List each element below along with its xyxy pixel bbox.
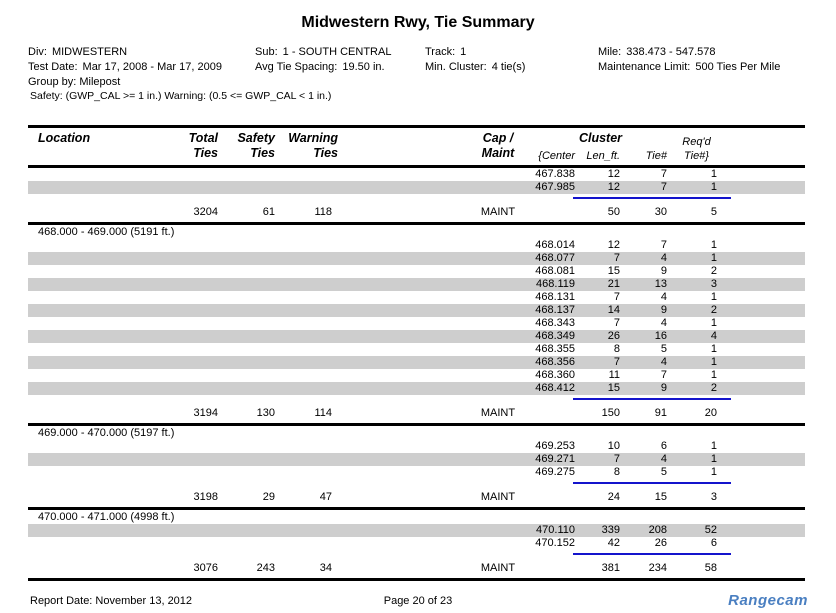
col-header-reqd-line1: Req'd xyxy=(682,136,711,148)
info-tie-spacing-value: 19.50 in. xyxy=(342,61,385,73)
subtotal-cluster-reqd-tie-count: 20 xyxy=(704,407,717,419)
col-header-warning-line1: Warning xyxy=(288,131,338,145)
info-mile-label: Mile: xyxy=(598,46,622,58)
cell-cluster-reqd-tie-count: 1 xyxy=(710,317,717,329)
cell-cluster-tie-count: 7 xyxy=(660,369,667,381)
cell-cluster-reqd-tie-count: 1 xyxy=(710,343,717,355)
cell-cluster-len-ft: 7 xyxy=(613,453,620,465)
col-header-total-line2: Ties xyxy=(193,146,218,160)
cluster-subtotal-rule xyxy=(573,553,731,555)
subtotal-warning-ties: 34 xyxy=(319,562,332,574)
info-maint-limit-value: 500 Ties Per Mile xyxy=(695,61,781,73)
cell-cluster-len-ft: 21 xyxy=(607,278,620,290)
subtotal-cluster-tie-count: 91 xyxy=(654,407,667,419)
cell-cluster-len-ft: 7 xyxy=(613,356,620,368)
report-title: Midwestern Rwy, Tie Summary xyxy=(301,14,535,31)
cell-cluster-reqd-tie-count: 2 xyxy=(710,304,717,316)
cluster-subtotal-rule xyxy=(573,197,731,199)
section-subtotal-row xyxy=(28,486,805,507)
info-row-1 xyxy=(28,46,818,61)
cluster-data-row xyxy=(28,304,805,317)
col-header-tie-count: Tie# xyxy=(645,150,667,162)
col-header-warning-ties xyxy=(272,131,338,161)
col-header-cap-line1: Cap / xyxy=(482,131,514,145)
section-header-row xyxy=(28,510,805,524)
section-subtotal-row xyxy=(28,402,805,423)
col-header-len-ft: Len_ft. xyxy=(586,150,620,162)
info-tie-spacing xyxy=(255,61,385,73)
col-header-safety-ties xyxy=(225,131,275,161)
col-header-total-line1: Total xyxy=(188,131,218,145)
subtotal-cluster-tie-count: 234 xyxy=(648,562,667,574)
info-maint-limit-label: Maintenance Limit: xyxy=(598,61,691,73)
info-div-value: MIDWESTERN xyxy=(51,46,128,58)
subtotal-total-ties: 3204 xyxy=(193,206,218,218)
cell-cluster-reqd-tie-count: 6 xyxy=(710,537,717,549)
info-tie-spacing-label: Avg Tie Spacing: xyxy=(255,61,338,73)
cell-cluster-center: 470.152 xyxy=(535,537,575,549)
subtotal-cap-maint: MAINT xyxy=(480,491,516,503)
report-footer xyxy=(0,592,836,612)
cluster-data-row xyxy=(28,252,805,265)
cell-cluster-len-ft: 8 xyxy=(613,466,620,478)
subtotal-cluster-reqd-tie-count: 5 xyxy=(710,206,717,218)
col-header-location: Location xyxy=(38,131,91,145)
subtotal-safety-ties: 243 xyxy=(256,562,275,574)
info-test-date-label: Test Date: xyxy=(28,61,78,73)
cell-cluster-center: 468.119 xyxy=(536,278,575,290)
cell-cluster-center: 468.081 xyxy=(535,265,575,277)
report-info-block xyxy=(28,46,818,76)
cell-cluster-tie-count: 13 xyxy=(654,278,667,290)
info-sub-value: 1 - SOUTH CENTRAL xyxy=(282,46,392,58)
cluster-data-row xyxy=(28,369,805,382)
cluster-data-row xyxy=(28,356,805,369)
subtotal-warning-ties: 114 xyxy=(314,407,332,419)
cell-cluster-len-ft: 12 xyxy=(607,168,620,180)
col-header-cluster: Cluster xyxy=(578,131,623,145)
cell-cluster-tie-count: 6 xyxy=(660,440,667,452)
subtotal-cap-maint: MAINT xyxy=(480,206,516,218)
cell-cluster-tie-count: 4 xyxy=(660,252,667,264)
section-location-range: 469.000 - 470.000 (5197 ft.) xyxy=(38,427,175,439)
cell-cluster-reqd-tie-count: 1 xyxy=(710,466,717,478)
cluster-data-row xyxy=(28,343,805,356)
col-header-safety-line1: Safety xyxy=(237,131,275,145)
cluster-data-row xyxy=(28,524,805,537)
cell-cluster-center: 469.275 xyxy=(535,466,575,478)
subtotal-safety-ties: 29 xyxy=(262,491,275,503)
cell-cluster-tie-count: 9 xyxy=(660,382,667,394)
subtotal-total-ties: 3076 xyxy=(193,562,218,574)
cell-cluster-center: 468.412 xyxy=(535,382,575,394)
info-sub-label: Sub: xyxy=(255,46,278,58)
cell-cluster-center: 468.014 xyxy=(535,239,575,251)
subtotal-cap-maint: MAINT xyxy=(480,407,516,419)
cell-cluster-center: 468.077 xyxy=(535,252,575,264)
info-test-date xyxy=(28,61,222,73)
info-div-label: Div: xyxy=(28,46,47,58)
info-min-cluster-label: Min. Cluster: xyxy=(425,61,487,73)
report-date: Report Date: November 13, 2012 xyxy=(30,595,193,607)
cluster-subtotal-rule xyxy=(573,482,731,484)
cluster-subtotal-rule-row xyxy=(28,194,805,201)
cell-cluster-reqd-tie-count: 2 xyxy=(710,265,717,277)
cell-cluster-len-ft: 42 xyxy=(607,537,620,549)
info-mile-value: 338.473 - 547.578 xyxy=(626,46,716,58)
info-track-label: Track: xyxy=(425,46,456,58)
cell-cluster-tie-count: 5 xyxy=(660,343,667,355)
cell-cluster-tie-count: 4 xyxy=(660,356,667,368)
subtotal-cap-maint: MAINT xyxy=(480,562,516,574)
cluster-data-row xyxy=(28,440,805,453)
table-header xyxy=(28,128,805,165)
safety-warning-criteria: Safety: (GWP_CAL >= 1 in.) Warning: (0.5 <= GWP_CAL < 1 in.) xyxy=(30,90,332,102)
info-maint-limit xyxy=(598,61,780,73)
cluster-data-row xyxy=(28,382,805,395)
subtotal-safety-ties: 61 xyxy=(262,206,275,218)
section-header-row xyxy=(28,225,805,239)
cell-cluster-center: 470.110 xyxy=(536,524,575,536)
cell-cluster-reqd-tie-count: 1 xyxy=(710,453,717,465)
info-div xyxy=(28,46,127,58)
cell-cluster-tie-count: 9 xyxy=(660,304,667,316)
cell-cluster-center: 469.253 xyxy=(535,440,575,452)
cell-cluster-center: 468.343 xyxy=(535,317,575,329)
cell-cluster-reqd-tie-count: 1 xyxy=(710,440,717,452)
cell-cluster-reqd-tie-count: 1 xyxy=(710,168,717,180)
info-row-2 xyxy=(28,61,818,76)
cell-cluster-center: 468.356 xyxy=(535,356,575,368)
cell-cluster-len-ft: 15 xyxy=(607,382,620,394)
section-subtotal-row xyxy=(28,557,805,578)
cell-cluster-len-ft: 15 xyxy=(607,265,620,277)
cell-cluster-len-ft: 7 xyxy=(613,291,620,303)
cell-cluster-reqd-tie-count: 3 xyxy=(710,278,717,290)
cluster-data-row xyxy=(28,317,805,330)
cluster-data-row xyxy=(28,453,805,466)
section-location-range: 470.000 - 471.000 (4998 ft.) xyxy=(38,511,175,523)
cell-cluster-center: 469.271 xyxy=(535,453,575,465)
subtotal-total-ties: 3194 xyxy=(193,407,218,419)
cell-cluster-tie-count: 4 xyxy=(660,453,667,465)
section-location-range: 468.000 - 469.000 (5191 ft.) xyxy=(38,226,175,238)
cluster-subtotal-rule xyxy=(573,398,731,400)
cell-cluster-reqd-tie-count: 1 xyxy=(710,239,717,251)
subtotal-cluster-tie-count: 15 xyxy=(654,491,667,503)
subtotal-cluster-len-ft: 150 xyxy=(601,407,620,419)
subtotal-warning-ties: 47 xyxy=(319,491,332,503)
cell-cluster-reqd-tie-count: 4 xyxy=(710,330,717,342)
cell-cluster-len-ft: 7 xyxy=(613,317,620,329)
cluster-data-row xyxy=(28,291,805,304)
col-header-safety-line2: Ties xyxy=(250,146,275,160)
cell-cluster-len-ft: 11 xyxy=(608,369,620,381)
subtotal-cluster-len-ft: 50 xyxy=(607,206,620,218)
cell-cluster-len-ft: 12 xyxy=(607,239,620,251)
cell-cluster-reqd-tie-count: 1 xyxy=(710,356,717,368)
cluster-subtotal-rule-row xyxy=(28,550,805,557)
cell-cluster-reqd-tie-count: 1 xyxy=(710,291,717,303)
cluster-subtotal-rule-row xyxy=(28,395,805,402)
subtotal-cluster-reqd-tie-count: 3 xyxy=(710,491,717,503)
cluster-data-row xyxy=(28,537,805,550)
cluster-subtotal-rule-row xyxy=(28,479,805,486)
info-test-date-value: Mar 17, 2008 - Mar 17, 2009 xyxy=(82,61,222,73)
cell-cluster-tie-count: 5 xyxy=(660,466,667,478)
cell-cluster-reqd-tie-count: 1 xyxy=(710,369,717,381)
cell-cluster-reqd-tie-count: 1 xyxy=(710,252,717,264)
cell-cluster-center: 467.985 xyxy=(535,181,575,193)
section-divider-rule xyxy=(28,578,805,581)
cell-cluster-len-ft: 339 xyxy=(601,524,620,536)
rangecam-logo: Rangecam xyxy=(728,592,808,609)
subtotal-warning-ties: 118 xyxy=(314,206,332,218)
info-min-cluster xyxy=(425,61,525,73)
subtotal-safety-ties: 130 xyxy=(256,407,275,419)
cell-cluster-reqd-tie-count: 2 xyxy=(710,382,717,394)
cell-cluster-len-ft: 26 xyxy=(607,330,620,342)
cell-cluster-center: 468.355 xyxy=(535,343,575,355)
section-header-row xyxy=(28,426,805,440)
subtotal-cluster-tie-count: 30 xyxy=(654,206,667,218)
cluster-data-row xyxy=(28,265,805,278)
cluster-data-row xyxy=(28,466,805,479)
cluster-data-row xyxy=(28,278,805,291)
cell-cluster-tie-count: 4 xyxy=(660,291,667,303)
cell-cluster-reqd-tie-count: 1 xyxy=(710,181,717,193)
cell-cluster-center: 467.838 xyxy=(535,168,575,180)
cell-cluster-tie-count: 26 xyxy=(654,537,667,549)
col-header-total-ties xyxy=(158,131,218,161)
tie-summary-table xyxy=(28,125,805,581)
subtotal-cluster-reqd-tie-count: 58 xyxy=(704,562,717,574)
cell-cluster-len-ft: 7 xyxy=(613,252,620,264)
col-header-warning-line2: Ties xyxy=(313,146,338,160)
cell-cluster-center: 468.360 xyxy=(535,369,575,381)
col-header-center: {Center xyxy=(538,150,575,162)
subtotal-cluster-len-ft: 381 xyxy=(601,562,620,574)
cell-cluster-tie-count: 208 xyxy=(648,524,667,536)
cell-cluster-tie-count: 9 xyxy=(660,265,667,277)
page-number: Page 20 of 23 xyxy=(383,595,453,607)
cell-cluster-reqd-tie-count: 52 xyxy=(704,524,717,536)
cell-cluster-len-ft: 10 xyxy=(607,440,620,452)
cell-cluster-tie-count: 7 xyxy=(660,181,667,193)
col-header-reqd-line2: Tie#} xyxy=(684,150,709,162)
cell-cluster-len-ft: 12 xyxy=(607,181,620,193)
group-by-line: Group by: Milepost xyxy=(28,76,121,88)
cluster-data-row xyxy=(28,168,805,181)
cell-cluster-tie-count: 16 xyxy=(654,330,667,342)
cluster-data-row xyxy=(28,239,805,252)
info-mile xyxy=(598,46,716,58)
col-header-cap-line2: Maint xyxy=(481,146,515,160)
subtotal-total-ties: 3198 xyxy=(193,491,218,503)
cell-cluster-len-ft: 8 xyxy=(613,343,620,355)
info-track-value: 1 xyxy=(460,46,467,58)
cell-cluster-tie-count: 7 xyxy=(660,168,667,180)
subtotal-cluster-len-ft: 24 xyxy=(607,491,620,503)
info-min-cluster-value: 4 tie(s) xyxy=(491,61,526,73)
cell-cluster-center: 468.131 xyxy=(535,291,575,303)
cell-cluster-len-ft: 14 xyxy=(607,304,620,316)
cluster-data-row xyxy=(28,181,805,194)
cell-cluster-tie-count: 7 xyxy=(660,239,667,251)
table-body xyxy=(28,168,805,581)
cluster-data-row xyxy=(28,330,805,343)
info-sub xyxy=(255,46,391,58)
section-subtotal-row xyxy=(28,201,805,222)
info-track xyxy=(425,46,466,58)
cell-cluster-center: 468.349 xyxy=(535,330,575,342)
cell-cluster-center: 468.137 xyxy=(535,304,575,316)
cell-cluster-tie-count: 4 xyxy=(660,317,667,329)
